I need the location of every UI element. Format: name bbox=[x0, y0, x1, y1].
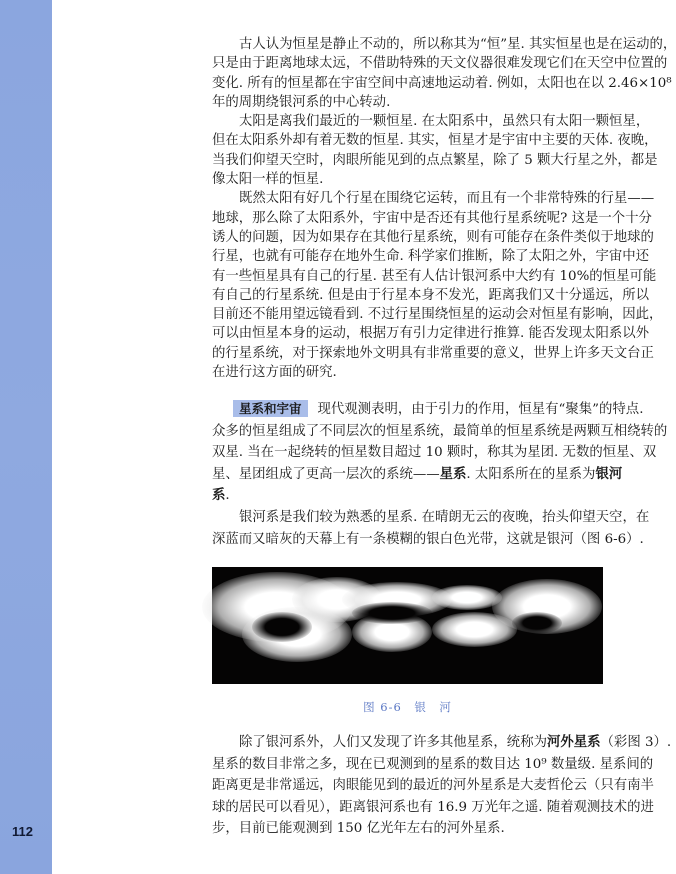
page-number: 112 bbox=[12, 824, 33, 839]
milky-way-photo bbox=[212, 567, 603, 684]
text-block-stars bbox=[212, 35, 676, 382]
text-line bbox=[212, 464, 623, 486]
text-line bbox=[212, 775, 654, 797]
bold-term: 星系 bbox=[439, 466, 467, 482]
text-line bbox=[212, 93, 605, 112]
text-segment: 当我们仰望天空时，肉眼所能见到的点点繁星，除了 5 颗大行星之外，都是 bbox=[212, 152, 658, 168]
text-segment: 除了银河系外，人们又发现了许多其他星系，统称为 bbox=[239, 735, 547, 750]
text-line bbox=[212, 363, 605, 382]
text-line bbox=[212, 209, 652, 228]
text-block-galaxies bbox=[212, 399, 668, 550]
text-line bbox=[212, 399, 644, 421]
text-line bbox=[212, 54, 668, 73]
text-line bbox=[212, 247, 650, 266]
text-segment: 诱人的问题，因为如果存在其他行星系统，则有可能存在条件类似于地球的 bbox=[212, 229, 654, 245]
text-block-external-galaxies bbox=[212, 732, 672, 840]
text-segment: 只是由于距离地球太远，不借助特殊的天文仪器很难发现它们在天空中位置的 bbox=[212, 56, 668, 72]
text-segment: 年的周期绕银河系的中心转动. bbox=[212, 94, 391, 110]
text-line bbox=[212, 286, 650, 305]
text-line bbox=[212, 189, 655, 208]
text-line bbox=[212, 112, 650, 131]
text-line bbox=[212, 754, 654, 776]
text-segment: 有一些恒星具有自己的行星. 甚至有人估计银河系中大约有 10%的恒星可能 bbox=[212, 268, 657, 284]
figure-caption: 图 6-6 银 河 bbox=[363, 700, 452, 714]
text-segment: 步，目前已能观测到 150 亿光年左右的河外星系. bbox=[212, 821, 505, 837]
text-segment: 双星. 当在一起绕转的恒星数目超过 10 颗时，称其为星团. 无数的恒星、双 bbox=[212, 445, 657, 461]
text-segment: 众多的恒星组成了不同层次的恒星系统，最简单的恒星系统是两颗互相绕转的 bbox=[212, 423, 668, 439]
bold-term: 河外星系 bbox=[546, 735, 601, 750]
text-line bbox=[212, 344, 654, 363]
bold-term: 系 bbox=[212, 488, 226, 504]
text-segment: 距离更是非常遥远，肉眼能见到的最近的河外星系是大麦哲伦云（只有南半 bbox=[212, 778, 654, 794]
text-line bbox=[212, 131, 658, 150]
text-line bbox=[212, 35, 676, 54]
text-segment: 行星，也就有可能存在地外生命. 科学家们推断，除了太阳之外，宇宙中还 bbox=[212, 249, 650, 265]
text-segment: 有自己的行星系统. 但是由于行星本身不发光，距离我们又十分遥远，所以 bbox=[212, 287, 650, 303]
text-segment: 在进行这方面的研究. bbox=[212, 365, 337, 381]
text-line bbox=[212, 74, 672, 93]
text-segment: 太阳是离我们最近的一颗恒星. 在太阳系中，虽然只有太阳一颗恒星， bbox=[239, 114, 650, 130]
text-line bbox=[212, 485, 605, 507]
text-segment: 变化. 所有的恒星都在宇宙空间中高速地运动着. 例如，太阳也在以 2.46×10⁸ bbox=[212, 75, 672, 91]
section-heading-tag: 星系和宇宙 bbox=[233, 400, 308, 417]
text-line bbox=[212, 170, 605, 189]
text-segment: 球的居民可以看见），距离银河系也有 16.9 万光年之遥. 随着观测技术的进 bbox=[212, 799, 654, 815]
text-segment: 星系的数目非常之多，现在已观测到的星系的数目达 10⁹ 数量级. 星系间的 bbox=[212, 756, 654, 772]
text-line bbox=[212, 797, 654, 819]
text-line bbox=[212, 305, 663, 324]
text-segment: . 太阳系所在的星系为 bbox=[466, 466, 596, 482]
text-line bbox=[212, 529, 644, 551]
text-line bbox=[212, 421, 668, 443]
text-segment: 的行星系统，对于探索地外文明具有非常重要的意义，世界上许多天文台正 bbox=[212, 345, 654, 361]
text-line bbox=[212, 324, 650, 343]
text-line bbox=[212, 818, 605, 840]
text-line bbox=[212, 267, 657, 286]
text-line bbox=[212, 151, 658, 170]
text-segment: 像太阳一样的恒星. bbox=[212, 172, 324, 188]
text-segment: 但在太阳系外却有着无数的恒星. 其实，恒星才是宇宙中主要的天体. 夜晚， bbox=[212, 133, 658, 149]
text-segment: 可以由恒星本身的运动，根据万有引力定律进行推算. 能否发现太阳系以外 bbox=[212, 326, 650, 342]
text-segment: . bbox=[225, 488, 230, 504]
text-line bbox=[212, 732, 672, 754]
text-line bbox=[212, 507, 650, 529]
bold-term: 银河 bbox=[595, 466, 623, 482]
page-margin-strip bbox=[0, 0, 52, 874]
text-segment: 目前还不能用望远镜看到. 不过行星围绕恒星的运动会对恒星有影响，因此， bbox=[212, 307, 663, 323]
text-segment: 星、星团组成了更高一层次的系统—— bbox=[212, 466, 440, 482]
text-segment: 地球，那么除了太阳系外，宇宙中是否还有其他行星系统呢? 这是一个十分 bbox=[212, 210, 652, 226]
text-segment: 既然太阳有好几个行星在围绕它运转，而且有一个非常特殊的行星—— bbox=[239, 191, 655, 207]
text-line bbox=[212, 228, 654, 247]
text-segment: 古人认为恒星是静止不动的，所以称其为“恒”星. 其实恒星也是在运动的， bbox=[239, 37, 676, 52]
text-segment: （彩图 3）. bbox=[600, 735, 672, 750]
text-segment: 现代观测表明，由于引力的作用，恒星有“聚集”的特点. bbox=[317, 402, 644, 417]
text-segment: 深蓝而又暗灰的天幕上有一条模糊的银白色光带，这就是银河（图 6-6）. bbox=[212, 531, 644, 547]
text-segment: 银河系是我们较为熟悉的星系. 在晴朗无云的夜晚，抬头仰望天空，在 bbox=[239, 509, 650, 525]
text-line bbox=[212, 442, 657, 464]
